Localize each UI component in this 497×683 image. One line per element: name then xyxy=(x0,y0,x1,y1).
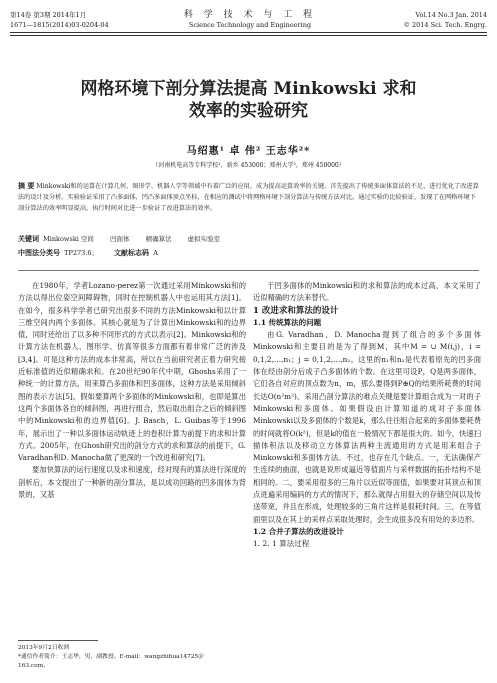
abstract xyxy=(18,180,479,214)
author-contact: *通信作者简介：王志华，男，副教授。E-mail：wangzhihua14725＠ xyxy=(18,654,204,660)
header-center xyxy=(150,10,350,30)
clc-value: TP273.6； xyxy=(64,249,98,257)
keyword-item: 精确算法 xyxy=(145,235,172,243)
header-left xyxy=(10,10,109,30)
footnote xyxy=(18,644,246,671)
footnote-divider xyxy=(18,640,98,641)
doc-code-label: 文献标志码 xyxy=(114,248,150,257)
subsection-heading-1-2: 1.2 合并子算法的改进设计 xyxy=(253,526,344,536)
header-right xyxy=(403,10,487,30)
received-date: 2013年9月2日收到 xyxy=(18,645,70,651)
header-divider-thin xyxy=(10,35,487,36)
body-column-right xyxy=(253,280,481,551)
journal-name-en: Science Technology and Engineering xyxy=(188,21,312,29)
title-line-1: 网格环境下剖分算法提高 Minkowski 求和 xyxy=(80,79,417,99)
journal-name-cn: 科 学 技 术 与 工 程 xyxy=(183,10,317,20)
issue-info: 第14卷 第3期 2014年1月 xyxy=(10,11,87,19)
doc-code-value: A xyxy=(153,249,158,257)
clc-label: 中图法分类号 xyxy=(18,248,60,257)
author-contact-cont: 163.com。 xyxy=(18,663,49,669)
intro-paragraph-2: 要加快算法的运行速度以及求和速度，经对现有的算法进行深度的剖析后，本文提出了一种新的剖分算法，是以成功回路的凹多面体为背景的，又基 xyxy=(18,465,246,500)
keyword-item: 凹面体 xyxy=(109,235,130,243)
intro-paragraph-1: 在1980年，学者Lozano-perez第一次通过采用Minkowski和的方法以得出位姿空间障碍物，同时在控制机器人中也运用其方法[1]。在如今，很多科学学者已研究出很多不同的方法Minkowski和以计算三维空间内两个多面体。其核心就是为了计算出Minkowski和的边界值，同时还给出了以多种不同形式的方式以表示[2]。Minkowski和的计算方法在机器人、图形学、仿真等很多方面都有着非常广泛的涉及[3,4]。可是这种方法的成本非常高，所以在当前研究者正着力研究接近标准值的近似精确求和。在20世纪90年代中期，Ghoshs采用了一种统一的计算方法，用来算凸多面体和凹多面体，这种方法是采用倾斜图的表示方法[5]。假如要算两个多面体的Minkowski和，也即是算出这两个多面体各自的倾斜图，再进行组合，然后取出组合之后的倾斜图中的Minkowski和的边界值[6]。J. Basch，L. Guibas等于1996年，展示出了一种以多面体运动轨迹上的卷积计算为前提下的求和计算方式。2005年，在Ghosh研究出的剖分方式的求和算法的前提下，G. Varadhan和D. Manocha做了更深的一个改进和研究[7]。 xyxy=(18,281,246,463)
section-heading-1: 1 改进求和算法的设计 xyxy=(253,305,339,316)
abstract-label: 摘 要 xyxy=(18,181,35,190)
author-list: 马绍惠¹ 卓 伟² 王志华²* xyxy=(186,146,311,157)
keyword-item: 虚拟实验室 xyxy=(187,235,221,243)
issn-info: 1671—1815(2014)03-0204-04 xyxy=(10,21,109,29)
subsection-heading-1-1: 1.1 传统算法的问题 xyxy=(253,317,322,327)
intro-paragraph-continued: 于凹多面体的Minkowski和的求和算法的成本过高，本文采用了近似精确的方法来替代。 xyxy=(253,281,481,303)
keywords xyxy=(18,234,234,244)
copyright-info: © 2014 Sci. Tech. Engrg. xyxy=(403,21,487,29)
title-line-2: 效率的实验研究 xyxy=(189,101,308,121)
volume-info: Vol.14 No.3 Jan. 2014 xyxy=(415,11,487,19)
classification xyxy=(18,248,172,258)
affiliation: （河南机电高等专科学校¹，新乡 453000；郑州大学²，郑州 450000） xyxy=(152,162,345,169)
abstract-divider xyxy=(18,270,479,271)
keywords-label: 关键词 xyxy=(18,234,39,243)
abstract-text: Minkowski和的运算在计算几何、图形学、机器人学等领域中有着广泛的应用，成为提高运算效率的关键。首先提出了传统多面体算法的不足，进行优化了改进算法的设计及分析。实验验证采用了凸多面体、凹凸多面体顶点坐标，在相应的测试中将网格环境下剖分算法与传统方法对比。通过实验的比较验证，发现了在网格环境下剖分算法的效率明显提高，执行时间对比进一步验证了改进算法的效率。 xyxy=(18,183,479,212)
section-paragraph-1: 由G. Varadhan，D. Manocha提到了组合的多个多面体Minkowski和主要目的是为了得到M，其中M = ∪ M(i,j)，i = 0,1,2,…,n₁；j = 0,1,2,…,n₂。这里的n₁和n₂是代表着原先的凹多面体在经由剖分后成子凸多面体的个数。在这里可设P，Q是两多面体，它们各自对应的顶点数为n，m，那么要得到P⊕Q的结果所耗费的时间长达O(n²m²)。采用凸剖分算法的难点关键是要计算组合成为一对的子Minkowski和多面体。如果假设由计算知道的成对子多面体Minkowski以及多面体的个数是k，那么往往组合起来的多面体要耗费的时间就将O(k²)，但是k的值在一般情况下都是很大的。如今，快速扫描体积法以及移动立方体算法两种主流通用的方式是用来组合子Minkowski和多面体方法。不过，也存在几个缺点。一，无法确保产生连续的曲面，也就是说形成逼近等值面片与采样数据的拓扑结构不是相同的。二，要采用很多的三角片以近似等面值，如果要对其顶点和顶点进遍采用编码的方式的情况下，那么就得占用很大的存储空间以及传送带宽，并且在形成，处理较多的三角片这样是很耗时间。三，在等值面里以及在其上的采样点采取处理时，会生成很多没有用处的多边形。 xyxy=(253,330,481,524)
body-column-left xyxy=(18,280,246,501)
subsubsection-heading-1-2-1: 1. 2. 1 算法过程 xyxy=(253,539,310,549)
header-divider xyxy=(10,32,487,33)
keyword-item: Minkowski 空间 xyxy=(43,235,94,243)
paper-title xyxy=(20,78,477,122)
